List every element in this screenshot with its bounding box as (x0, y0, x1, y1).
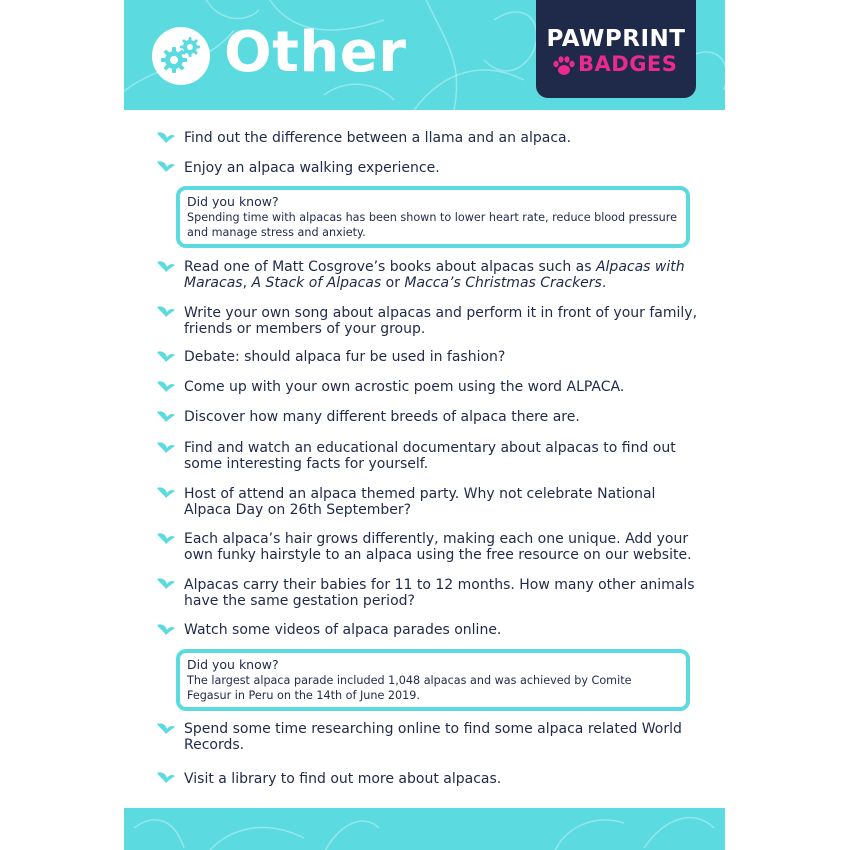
did-you-know-heading: Did you know? (187, 194, 279, 209)
footer-banner (124, 808, 725, 850)
gears-icon (152, 27, 210, 85)
leaf-pattern-decoration (124, 808, 725, 850)
list-item: Find out the difference between a llama and an alpaca. (184, 130, 572, 146)
list-item (184, 259, 704, 291)
leaf-bullet-icon (156, 532, 176, 546)
list-item: Write your own song about alpacas and perform it in front of your family, friends or members of your group. (184, 305, 698, 337)
leaf-bullet-icon (156, 623, 176, 637)
list-item: Visit a library to find out more about alpacas. (184, 771, 502, 787)
leaf-bullet-icon (156, 771, 176, 785)
leaf-bullet-icon (156, 131, 176, 145)
did-you-know-box (176, 186, 690, 248)
brand-line-2: BADGES (578, 52, 678, 76)
page-title: Other (224, 20, 407, 85)
leaf-bullet-icon (156, 410, 176, 424)
list-item: Alpacas carry their babies for 11 to 12 months. How many other animals have the same gestation period? (184, 577, 695, 609)
leaf-bullet-icon (156, 380, 176, 394)
leaf-bullet-icon (156, 305, 176, 319)
list-item: Each alpaca’s hair grows differently, making each one unique. Add your own funky hairstyle to an alpaca using the free resource on our website. (184, 531, 692, 563)
book-title: A Stack of Alpacas (251, 275, 382, 291)
list-item: Spend some time researching online to find some alpaca related World Records. (184, 721, 682, 753)
did-you-know-text: Spending time with alpacas has been shown to lower heart rate, reduce blood pressure and manage stress and anxiety. (187, 211, 678, 239)
item-text: Read one of Matt Cosgrove’s books about alpacas such as (184, 259, 596, 275)
list-item: Host of attend an alpaca themed party. Why not celebrate National Alpaca Day on 26th September? (184, 486, 656, 518)
leaf-bullet-icon (156, 577, 176, 591)
leaf-bullet-icon (156, 160, 176, 174)
list-item: Debate: should alpaca fur be used in fashion? (184, 349, 506, 365)
item-text: or (381, 275, 405, 291)
book-title: Macca’s Christmas Crackers (404, 275, 602, 291)
leaf-bullet-icon (156, 722, 176, 736)
list-item: Discover how many different breeds of alpaca there are. (184, 409, 580, 425)
leaf-bullet-icon (156, 260, 176, 274)
item-text: . (601, 275, 607, 291)
list-item: Watch some videos of alpaca parades online. (184, 622, 502, 638)
list-item: Come up with your own acrostic poem using the word ALPACA. (184, 379, 625, 395)
gears-badge (152, 27, 210, 85)
activity-sheet (124, 0, 725, 850)
did-you-know-text: The largest alpaca parade included 1,048 alpacas and was achieved by Comite Fegasur in Peru on the 14th of June 2019. (187, 674, 632, 702)
list-item: Enjoy an alpaca walking experience. (184, 160, 440, 176)
item-text: , (242, 275, 252, 291)
leaf-bullet-icon (156, 350, 176, 364)
did-you-know-box (176, 649, 690, 711)
book-title: Alpacas with Maracas (184, 259, 685, 291)
leaf-bullet-icon (156, 486, 176, 500)
list-item: Find and watch an educational documentary about alpacas to find out some interesting facts for yourself. (184, 440, 676, 472)
pawprint-badges-logo (536, 0, 696, 98)
header-banner (124, 0, 725, 110)
leaf-bullet-icon (156, 441, 176, 455)
brand-line-1: PAWPRINT (546, 26, 686, 52)
did-you-know-heading: Did you know? (187, 657, 279, 672)
